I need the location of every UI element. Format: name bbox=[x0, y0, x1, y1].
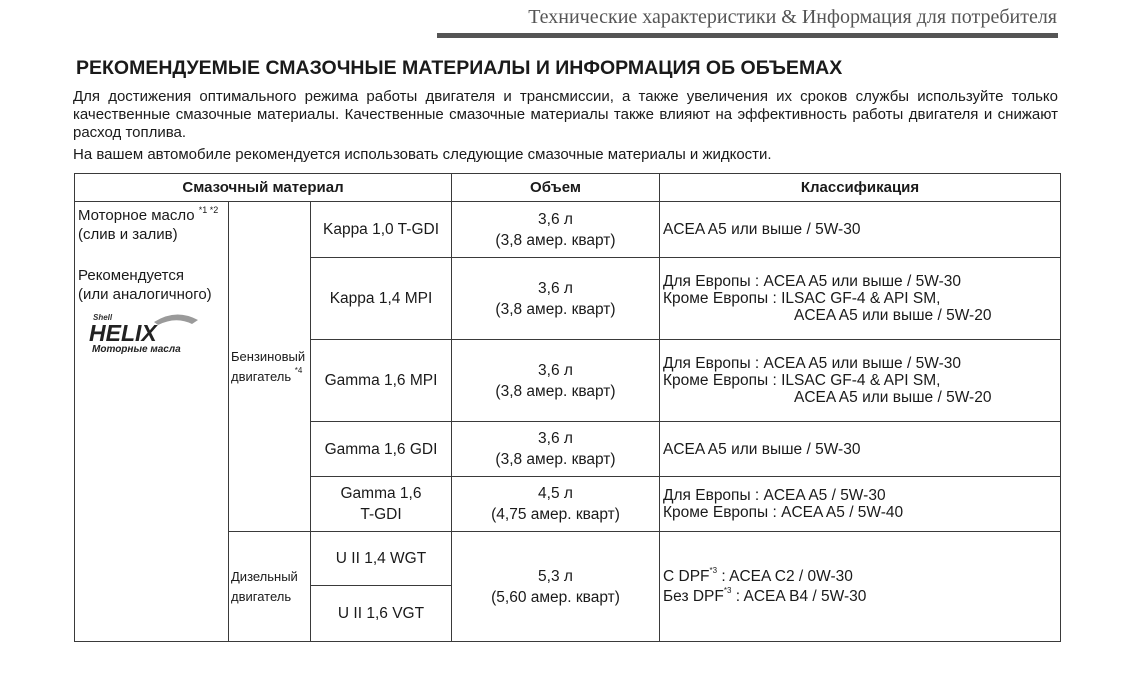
volume-cell: 5,3 л (5,60 амер. кварт) bbox=[452, 532, 660, 642]
header-classification: Классификация bbox=[660, 174, 1061, 202]
shell-helix-logo bbox=[84, 310, 202, 356]
classification-cell: С DPF$^{*3}$ : ACEA C2 / 0W-30 Без DPF$^{*3}$ : ACEA B4 / 5W-30 bbox=[660, 532, 1061, 642]
logo-brand-small: Shell bbox=[93, 313, 113, 322]
lubricant-note: (слив и залив) bbox=[78, 226, 178, 243]
classification-cell: ACEA A5 или выше / 5W-30 bbox=[660, 422, 1061, 477]
lubricant-name: Моторное масло bbox=[78, 207, 195, 224]
section-title: РЕКОМЕНДУЕМЫЕ СМАЗОЧНЫЕ МАТЕРИАЛЫ И ИНФОРМАЦИЯ ОБ ОБЪЕМАХ bbox=[76, 57, 843, 79]
table-row bbox=[75, 202, 1061, 258]
engine-name: Kappa 1,4 MPI bbox=[311, 258, 452, 340]
volume-cell: 4,5 л (4,75 амер. кварт) bbox=[452, 477, 660, 532]
intro-paragraph: Для достижения оптимального режима работы двигателя и трансмиссии, а также увеличения их сроков службы используйте только качественные смазочные материалы. Качественные смазочные материалы также влияют на эффективность работы двигателя и снижают расход топлива. bbox=[73, 88, 1058, 141]
petrol-engine-label: Бензиновый двигатель $^{*4}$ bbox=[229, 202, 311, 532]
volume-cell: 3,6 л (3,8 амер. кварт) bbox=[452, 202, 660, 258]
table-header-row bbox=[75, 174, 1061, 202]
lubricants-table bbox=[74, 173, 1061, 642]
header-volume: Объем bbox=[452, 174, 660, 202]
recommended-note: (или аналогичного) bbox=[78, 286, 212, 303]
engine-name: Kappa 1,0 T-GDI bbox=[311, 202, 452, 258]
logo-brand: HELIX bbox=[89, 320, 157, 346]
engine-name: U II 1,4 WGT bbox=[311, 532, 452, 586]
logo-caption: Моторные масла bbox=[92, 344, 181, 355]
engine-name: U II 1,6 VGT bbox=[311, 586, 452, 642]
recommended-label: Рекомендуется bbox=[78, 267, 184, 284]
volume-cell: 3,6 л (3,8 амер. кварт) bbox=[452, 422, 660, 477]
lubricant-footnote: *1 *2 bbox=[198, 205, 219, 215]
diesel-engine-label: Дизельный двигатель bbox=[229, 532, 311, 642]
classification-cell: Для Европы : ACEA A5 или выше / 5W-30 Кроме Европы : ILSAC GF-4 & API SM, ACEA A5 или выше / 5W-20 bbox=[660, 340, 1061, 422]
header-lubricant: Смазочный материал bbox=[75, 174, 452, 202]
engine-name: Gamma 1,6 T-GDI bbox=[311, 477, 452, 532]
lubricant-cell bbox=[75, 202, 229, 642]
classification-cell: Для Европы : ACEA A5 / 5W-30 Кроме Европы : ACEA A5 / 5W-40 bbox=[660, 477, 1061, 532]
classification-cell: ACEA A5 или выше / 5W-30 bbox=[660, 202, 1061, 258]
intro-paragraph-2: На вашем автомобиле рекомендуется использовать следующие смазочные материалы и жидкости. bbox=[73, 146, 772, 163]
header-rule bbox=[437, 33, 1058, 38]
volume-cell: 3,6 л (3,8 амер. кварт) bbox=[452, 340, 660, 422]
engine-name: Gamma 1,6 MPI bbox=[311, 340, 452, 422]
engine-name: Gamma 1,6 GDI bbox=[311, 422, 452, 477]
classification-cell: Для Европы : ACEA A5 или выше / 5W-30 Кроме Европы : ILSAC GF-4 & API SM, ACEA A5 или выше / 5W-20 bbox=[660, 258, 1061, 340]
volume-cell: 3,6 л (3,8 амер. кварт) bbox=[452, 258, 660, 340]
running-header-title: Технические характеристики & Информация для потребителя bbox=[528, 6, 1057, 28]
